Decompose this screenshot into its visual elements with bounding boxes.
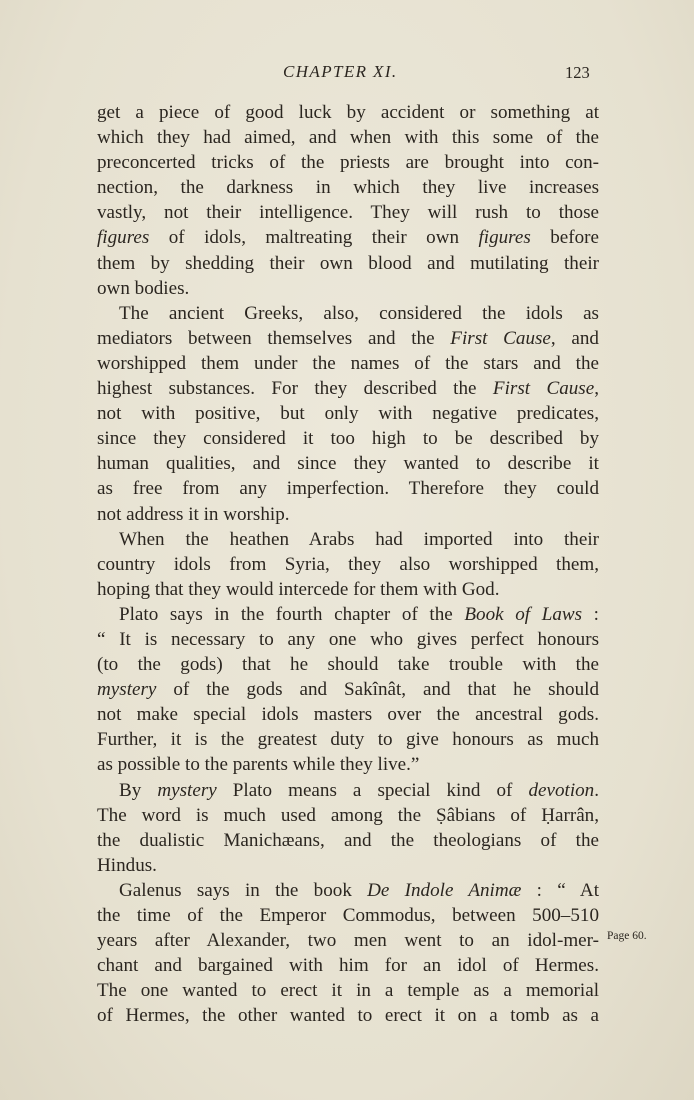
text-line: Plato says in the fourth chapter of the Book of Laws : (119, 603, 599, 625)
text-line: hoping that they would intercede for them with God. (97, 578, 500, 600)
text-line: worshipped them under the names of the stars and the (97, 352, 599, 374)
text-line: By mystery Plato means a special kind of devotion. (119, 779, 600, 801)
text-line: not make special idols masters over the ancestral gods. (97, 704, 599, 726)
text-line: them by shedding their own blood and mutilating their (97, 252, 599, 274)
text-line: preconcerted tricks of the priests are brought into con- (97, 152, 599, 174)
text-line: (to the gods) that he should take trouble with the (97, 654, 599, 676)
text-line: Galenus says in the book De Indole Animæ : “ At (119, 879, 599, 901)
text-line: as possible to the parents while they live.” (97, 754, 420, 776)
text-line: vastly, not their intelligence. They will rush to those (97, 202, 599, 224)
text-line: highest substances. For they described the First Cause, (97, 378, 599, 400)
text-line: The word is much used among the Ṣâbians of Ḥarrân, (97, 804, 599, 826)
text-line: not with positive, but only with negative predicates, (97, 403, 599, 425)
text-line: Hindus. (97, 854, 157, 876)
text-line: the time of the Emperor Commodus, between 500–510 (97, 905, 599, 926)
page-number: 123 (565, 63, 590, 82)
text-line: get a piece of good luck by accident or something at (97, 102, 599, 123)
text-line: The ancient Greeks, also, considered the idols as (119, 302, 599, 324)
text-line: The one wanted to erect it in a temple as a memorial (97, 980, 599, 1002)
text-line: as free from any imperfection. Therefore they could (97, 478, 599, 500)
text-line: own bodies. (97, 277, 190, 299)
text-line: since they considered it too high to be described by (97, 428, 599, 450)
text-line: years after Alexander, two men went to an idol-mer- (97, 930, 599, 952)
text-line: figures of idols, maltreating their own figures before (97, 227, 599, 249)
text-line: When the heathen Arabs had imported into their (119, 528, 599, 550)
text-line: not address it in worship. (97, 503, 290, 525)
body-text (97, 100, 599, 1028)
margin-note: Page 60. (607, 930, 647, 942)
text-line: “ It is necessary to any one who gives perfect honours (97, 628, 599, 650)
text-line: human qualities, and since they wanted to describe it (97, 453, 599, 475)
text-line: of Hermes, the other wanted to erect it on a tomb as a (97, 1005, 599, 1027)
text-line: country idols from Syria, they also worshipped them, (97, 553, 599, 575)
text-line: mediators between themselves and the First Cause, and (97, 327, 599, 349)
text-line: nection, the darkness in which they live increases (97, 177, 599, 199)
text-line: Further, it is the greatest duty to give honours as much (97, 729, 599, 751)
text-line: which they had aimed, and when with this some of the (97, 127, 599, 149)
chapter-title: CHAPTER XI. (283, 62, 398, 81)
running-head (0, 62, 694, 86)
text-line: chant and bargained with him for an idol of Hermes. (97, 955, 599, 977)
text-line: mystery of the gods and Sakînât, and that he should (97, 679, 599, 701)
text-line: the dualistic Manichæans, and the theologians of the (97, 829, 599, 851)
